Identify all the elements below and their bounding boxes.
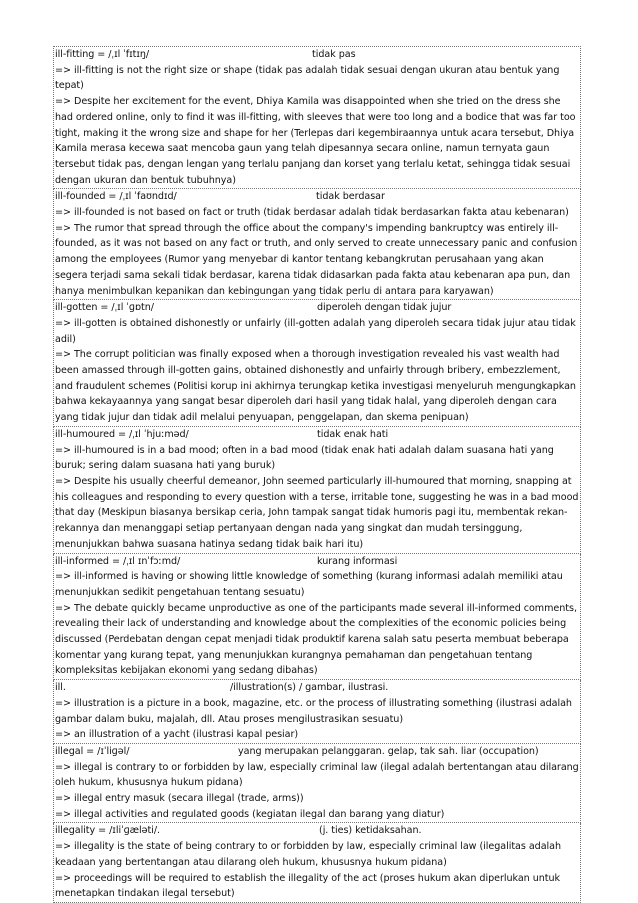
entry-definition: => ill-founded is not based on fact or truth (tidak berdasar adalah tidak berdasarkan fakta atau kebenaran) — [55, 207, 569, 219]
entry-translation: (j. ties) ketidaksahan. — [319, 825, 422, 837]
entry-example: => proceedings will be required to establish the illegality of the act (proses hukum akan diperlukan untuk menetapkan tindakan ilegal tersebut) — [55, 872, 561, 900]
entry-translation: /illustration(s) / gambar, ilustrasi. — [230, 682, 389, 694]
entry-term: ill-humoured = /ˌɪl ˈhjuːməd/ — [55, 428, 189, 440]
entry-example: => The debate quickly became unproductive as one of the participants made several ill-informed comments, revealing their lack of understanding and knowledge about the complexities of the economic policies being discussed (Perdebatan dengan cepat menjadi tidak produktif karena salah satu peserta membuat beberapa komentar yang kurang tepat, yang menunjukkan kurangnya pemahaman dan pengetahuan tentang kompleksitas kebijakan ekonomi yang sedang dibahas) — [55, 602, 577, 677]
entry-translation: tidak enak hati — [317, 428, 389, 440]
entry-term: illegal = /ɪˈliɡəl/ — [55, 745, 130, 757]
dictionary-entry — [53, 823, 581, 903]
dictionary-document — [53, 46, 581, 903]
entry-definition: => ill-humoured is in a bad mood; often in a bad mood (tidak enak hati adalah dalam suasana hati yang buruk; sering dalam suasana hati yang buruk) — [55, 444, 554, 472]
entry-heading — [55, 744, 579, 760]
entry-example: => illegal entry masuk (secara illegal (trade, arms)) — [55, 793, 304, 805]
entry-definition: => illustration is a picture in a book, magazine, etc. or the process of illustrating something (ilustrasi adalah gambar dalam buku, majalah, dll. Atau proses mengilustrasikan sesuatu) — [55, 697, 572, 725]
dictionary-entry — [53, 554, 581, 681]
entry-example: => Despite her excitement for the event, Dhiya Kamila was disappointed when she tried on the dress she had ordered online, only to find it was ill-fitting, with sleeves that were too long and a bodice that was far too tight, making it the wrong size and shape for her (Terlepas dari kegembiraannya untuk acara tersebut, Dhiya Kamila merasa kecewa saat mencoba gaun yang telah dipesannya secara online, namun ternyata gaun tersebut tidak pas, dengan lengan yang terlalu panjang dan korset yang terlalu ketat, sehingga tidak sesuai dengan ukuran dan bentuk tubuhnya) — [55, 96, 576, 186]
entry-example: => Despite his usually cheerful demeanor, John seemed particularly ill-humoured that morning, snapping at his colleagues and responding to every question with a terse, irritable tone, suggesting he was in a bad mood that day (Meskipun biasanya bersikap ceria, John tampak sangat tidak humoris pagi itu, membentak rekan-rekannya dan menanggapi setiap pertanyaan dengan nada yang singkat dan mudah tersinggung, menunjukkan bahwa suasana hatinya sedang tidak baik hari itu) — [55, 475, 579, 550]
entry-heading — [55, 680, 579, 696]
entry-definition: => ill-informed is having or showing little knowledge of something (kurang informasi adalah memiliki atau menunjukkan sedikit pengetahuan tentang sesuatu) — [55, 571, 563, 598]
entry-definition: => ill-fitting is not the right size or shape (tidak pas adalah tidak sesuai dengan ukuran atau bentuk yang tepat) — [55, 64, 560, 92]
entry-heading — [55, 823, 579, 839]
entry-example: => The rumor that spread through the office about the company's impending bankruptcy was entirely ill-founded, as it was not based on any fact or truth, and only served to create unnecessary panic and confusion among the employees (Rumor yang menyebar di kantor tentang kebangkrutan perusahaan yang akan segera terjadi sama sekali tidak berdasar, karena tidak didasarkan pada fakta atau kebenaran apa pun, dan hanya menimbulkan kepanikan dan kebingungan yang tidak perlu di antara para karyawan) — [55, 222, 578, 297]
entry-term: ill. — [55, 682, 66, 694]
dictionary-entry — [53, 744, 581, 824]
entry-translation: tidak berdasar — [316, 191, 385, 203]
entry-term: ill-informed = /ˌɪl ɪnˈfɔːmd/ — [55, 555, 181, 567]
dictionary-entry — [53, 46, 581, 189]
dictionary-entry — [53, 300, 581, 427]
entry-translation: tidak pas — [312, 49, 356, 60]
entry-translation: diperoleh dengan tidak jujur — [317, 302, 452, 314]
entry-term: ill-fitting = /ˌɪl ˈfɪtɪŋ/ — [55, 49, 150, 60]
entry-example: => The corrupt politician was finally exposed when a thorough investigation revealed his vast wealth had been amassed through ill-gotten gains, obtained dishonestly and unfairly through bribery, embezzlement, and fraudulent schemes (Politisi korup ini akhirnya terungkap ketika investigasi menyeluruh mengungkapkan bahwa kekayaannya yang sangat besar diperoleh dari hasil yang tidak halal, yang diperoleh dengan cara yang tidak jujur dan tidak adil melalui penyuapan, penggelapan, dan skema penipuan) — [55, 349, 576, 424]
entry-example: => an illustration of a yacht (ilustrasi kapal pesiar) — [55, 729, 299, 741]
entry-heading — [55, 427, 579, 443]
entry-heading — [55, 47, 579, 63]
entry-term: illegality = /ɪliˈɡæləti/. — [55, 825, 161, 837]
entry-definition: => illegality is the state of being contrary to or forbidden by law, especially criminal law (ilegalitas adalah keadaan yang bertentangan atau dilarang oleh hukum, khususnya hukum pidana) — [55, 841, 562, 868]
entry-term: ill-gotten = /ˌɪl ˈɡɒtn/ — [55, 302, 154, 314]
dictionary-entry — [53, 189, 581, 300]
entry-translation: yang merupakan pelanggaran. gelap, tak sah. liar (occupation) — [238, 745, 539, 757]
entry-example: => illegal activities and regulated goods (kegiatan ilegal dan barang yang diatur) — [55, 808, 445, 820]
dictionary-entry — [53, 680, 581, 744]
entry-term: ill-founded = /ˌɪl ˈfaʊndɪd/ — [55, 191, 177, 203]
dictionary-entry — [53, 427, 581, 554]
entry-heading — [55, 189, 579, 205]
entry-translation: kurang informasi — [317, 555, 398, 567]
entry-heading — [55, 554, 579, 570]
entry-heading — [55, 300, 579, 316]
entry-definition: => illegal is contrary to or forbidden by law, especially criminal law (ilegal adalah bertentangan atau dilarang oleh hukum, khususnya hukum pidana) — [55, 761, 579, 789]
entry-definition: => ill-gotten is obtained dishonestly or unfairly (ill-gotten adalah yang diperoleh secara tidak jujur atau tidak adil) — [55, 317, 576, 345]
